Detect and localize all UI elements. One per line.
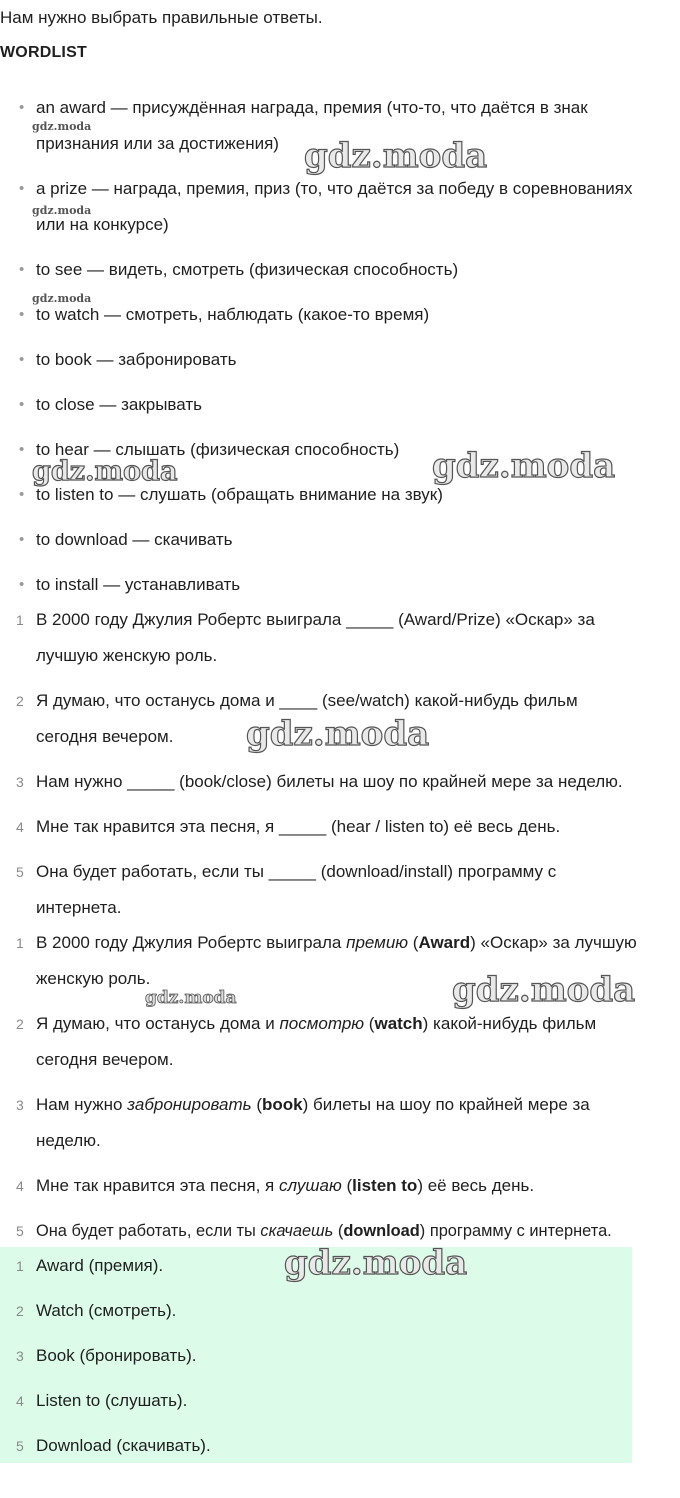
item-number: 3 [16, 774, 24, 790]
task-item: 5 Она будет работать, если ты _____ (download/install) программу с интернета. [36, 854, 676, 926]
answer-item: 3 Book (бронировать). [36, 1338, 626, 1374]
list-item: • to install — устанавливать [36, 567, 678, 603]
watermark: gdz.moda [145, 988, 237, 1008]
definition: присуждённая награда, премия (что-то, что даётся в знак [132, 98, 588, 117]
answer-item: 2 Watch (смотреть). [36, 1293, 626, 1329]
watermark: gdz.moda [32, 204, 92, 217]
item-number: 2 [16, 1016, 24, 1032]
item-number: 5 [16, 864, 24, 880]
item-number: 4 [16, 1178, 24, 1194]
list-item: • to hear — слышать (физическая способность) [36, 432, 678, 468]
definition: награда, премия, приз (то, что даётся за победу в соревнованиях [113, 179, 633, 198]
term: to watch [36, 305, 100, 324]
task-item: 1 В 2000 году Джулия Робертс выиграла _____ (Award/Prize) «Оскар» за лучшую женскую роль. [36, 602, 676, 674]
term: to book [36, 350, 92, 369]
item-number: 2 [16, 693, 24, 709]
task-item: 3 Нам нужно _____ (book/close) билеты на шоу по крайней мере за неделю. [36, 764, 676, 800]
term: to listen to [36, 485, 114, 504]
wordlist-heading: WORDLIST [0, 44, 87, 61]
item-number: 3 [16, 1348, 24, 1364]
watermark: gdz.moda [32, 292, 92, 305]
list-item: • an award — присуждённая награда, премия (что-то, что даётся в знак признания или за достижения) [36, 90, 678, 162]
watermark: gdz.moda [432, 446, 616, 486]
definition: устанавливать [124, 575, 241, 594]
item-number: 5 [16, 1223, 24, 1239]
definition: скачивать [154, 530, 233, 549]
task-item: 2 Я думаю, что останусь дома и ____ (see/watch) какой-нибудь фильм сегодня вечером. [36, 683, 676, 755]
bullet-icon: • [19, 351, 25, 368]
answers-box [0, 1247, 632, 1463]
term: to see [36, 260, 83, 279]
bullet-icon: • [19, 486, 25, 503]
bullet-icon: • [19, 576, 25, 593]
definition: закрывать [121, 395, 202, 414]
solution-item: 4 Мне так нравится эта песня, я слушаю (listen to) её весь день. [36, 1168, 676, 1204]
bullet-icon: • [19, 306, 25, 323]
answer-item: 4 Listen to (слушать). [36, 1383, 626, 1419]
bullet-icon: • [19, 261, 25, 278]
watermark: gdz.moda [304, 136, 488, 176]
item-number: 2 [16, 1303, 24, 1319]
item-number: 5 [16, 1438, 24, 1454]
bullet-icon: • [19, 531, 25, 548]
definition: видеть, смотреть (физическая способность) [108, 260, 459, 279]
list-item: • to book — забронировать [36, 342, 678, 378]
term: to install [36, 575, 99, 594]
term: to close [36, 395, 95, 414]
watermark: gdz.moda [452, 970, 636, 1010]
list-item: • to close — закрывать [36, 387, 678, 423]
item-number: 1 [16, 1258, 24, 1274]
intro-text: Нам нужно выбрать правильные ответы. [0, 8, 323, 27]
list-item: • to watch — смотреть, наблюдать (какое-то время) [36, 297, 678, 333]
task-item: 4 Мне так нравится эта песня, я _____ (hear / listen to) её весь день. [36, 809, 676, 845]
term: to hear [36, 440, 89, 459]
answer-item: 5 Download (скачивать). [36, 1428, 626, 1464]
definition: слушать (обращать внимание на звук) [139, 485, 443, 504]
item-number: 1 [16, 935, 24, 951]
item-number: 4 [16, 1393, 24, 1409]
bullet-icon: • [19, 99, 25, 116]
bullet-icon: • [19, 441, 25, 458]
term: a prize [36, 179, 88, 198]
item-number: 3 [16, 1097, 24, 1113]
term: an award [36, 98, 106, 117]
list-item: • to download — скачивать [36, 522, 678, 558]
watermark: gdz.moda [284, 1243, 468, 1283]
bullet-icon: • [19, 396, 25, 413]
list-item: • to see — видеть, смотреть (физическая способность) [36, 252, 678, 288]
watermark: gdz.moda [32, 120, 92, 133]
definition-line2: или на конкурсе) [36, 215, 169, 234]
item-number: 4 [16, 819, 24, 835]
watermark: gdz.moda [32, 456, 178, 487]
bullet-icon: • [19, 180, 25, 197]
term: to download [36, 530, 128, 549]
definition: забронировать [118, 350, 237, 369]
solution-item: 5 Она будет работать, если ты скачаешь (download) программу с интернета. [36, 1213, 676, 1249]
item-number: 1 [16, 612, 24, 628]
watermark: gdz.moda [246, 714, 430, 754]
solution-item: 1 В 2000 году Джулия Робертс выиграла премию (Award) «Оскар» за лучшую женскую роль. [36, 925, 676, 997]
solution-item: 2 Я думаю, что останусь дома и посмотрю (watch) какой-нибудь фильм сегодня вечером. [36, 1006, 676, 1078]
definition-line2: признания или за достижения) [36, 134, 279, 153]
solution-item: 3 Нам нужно забронировать (book) билеты на шоу по крайней мере за неделю. [36, 1087, 676, 1159]
definition: слышать (физическая способность) [115, 440, 400, 459]
answer-item: 1 Award (премия). [36, 1248, 626, 1284]
list-item: • a prize — награда, премия, приз (то, что даётся за победу в соревнованиях или на конкурсе) [36, 171, 678, 243]
list-item: • to listen to — слушать (обращать внимание на звук) [36, 477, 678, 513]
definition: смотреть, наблюдать (какое-то время) [125, 305, 430, 324]
